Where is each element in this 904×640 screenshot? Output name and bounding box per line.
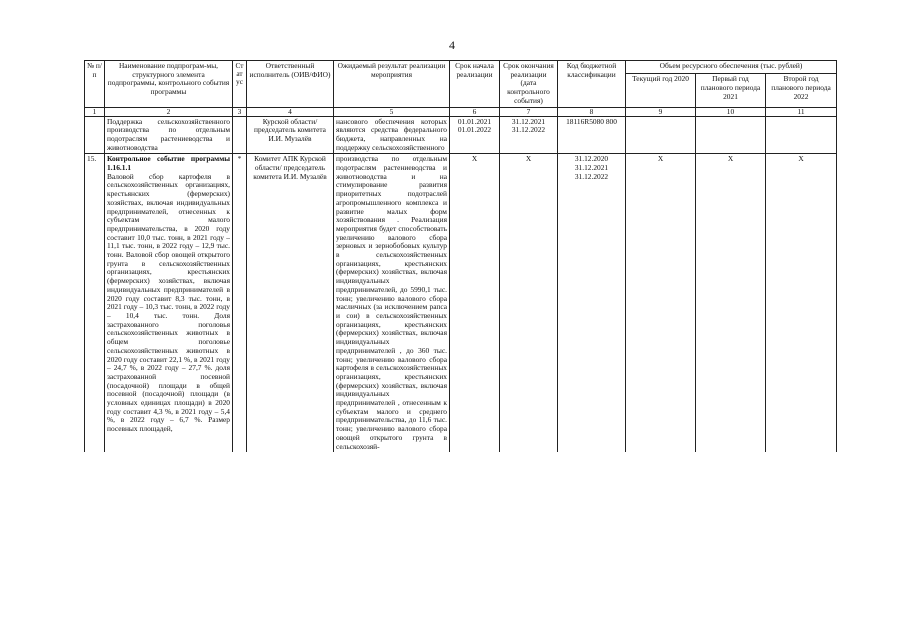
column-number: 4 (247, 107, 334, 116)
header-result: Ожидаемый результат реализации мероприятия (334, 61, 450, 108)
header-budget-code: Код бюджетной классификации (558, 61, 626, 108)
control-event-text: Валовой сбор картофеля в сельскохозяйственных организациях, крестьянских (фермерских) хозяйствах, включая индивидуальных предпринимателей, отнесенных к субъектам малого предпринимательства, в 2020 году составит 10,0 тыс. тонн, в 2021 году – 11,1 тыс. тонн, в 2022 году – 12,9 тыс. тонн. Валовой сбор овощей открытого грунта в сельскохозяйственных организациях, крестьянских (фермерских) хозяйствах, включая индивидуальных предпринимателей в 2020 году составит 8,3 тыс. тонн, в 2021 году – 10,3 тыс. тонн, в 2022 году – 10,4 тыс. тонн. Доля застрахованного поголовья сельскохозяйственных животных в общем поголовье сельскохозяйственных животных в 2020 году составит 22,1 %, в 2021 году – 24,7 %, в 2022 году – 27,7 %. доля застрахованной посевной (посадочной) площади в общей посевной (посадочной) площади (в условных единицах площади) в 2020 году составит 4,3 %, в 2021 году – 5,4 %, в 2022 году – 6,7 %. Размер посевных площадей, (107, 171, 230, 434)
column-number: 11 (766, 107, 837, 116)
cell-end: Х (500, 154, 558, 452)
control-date-2020: 31.12.2020 (574, 154, 609, 164)
header-executor: Ответственный исполнитель (ОИВ/ФИО) (247, 61, 334, 108)
cell-start: Х (450, 154, 500, 452)
control-event-title: Контрольное событие программы 1.16.1.1 (107, 154, 230, 173)
table-row-continued (85, 116, 837, 154)
cell-end (500, 116, 558, 154)
cell-budget-code: 18116R5080 800 (558, 116, 626, 154)
column-number: 6 (450, 107, 500, 116)
header-status (233, 61, 247, 108)
page-number: 4 (449, 38, 455, 52)
cell-first-year (696, 116, 766, 154)
column-number: 3 (233, 107, 247, 116)
table-row-15 (85, 154, 837, 452)
end-date-2021: 31.12.2021 (511, 116, 546, 126)
column-number: 8 (558, 107, 626, 116)
cell-name (105, 154, 233, 452)
cell-result: нансового обеспечения которых являются средства федерального бюджета, направленных на поддержку сельскохозяйственного (334, 116, 450, 154)
header-first-year: Первый год планового периода 2021 (696, 74, 766, 107)
cell-name: Поддержка сельскохозяйственного производства по отдельным подотраслям растениеводства и животноводства (105, 116, 233, 154)
cell-status (233, 116, 247, 154)
cell-executor: Курской области/ председатель комитета И.И. Музалёв (247, 116, 334, 154)
cell-current-year (626, 116, 696, 154)
header-start: Срок начала реализации (450, 61, 500, 108)
header-resources: Объем ресурсного обеспечения (тыс. рублей) (626, 61, 837, 74)
column-number: 10 (696, 107, 766, 116)
program-table (84, 60, 837, 452)
cell-current-year: Х (626, 154, 696, 452)
control-date-2021: 31.12.2021 (574, 163, 609, 173)
header-status-text: Статус (235, 61, 244, 87)
column-number: 5 (334, 107, 450, 116)
start-date-2021: 01.01.2021 (457, 116, 492, 126)
cell-start (450, 116, 500, 154)
header-current-year: Текущий год 2020 (626, 74, 696, 107)
column-number: 1 (85, 107, 105, 116)
control-date-2022: 31.12.2022 (574, 171, 609, 181)
start-date-2022: 01.01.2022 (457, 125, 492, 135)
cell-num (85, 116, 105, 154)
column-number: 9 (626, 107, 696, 116)
cell-second-year: Х (766, 154, 837, 452)
cell-status: * (233, 154, 247, 452)
cell-num: 15. (85, 154, 105, 452)
cell-budget-code (558, 154, 626, 452)
end-date-2022: 31.12.2022 (511, 125, 546, 135)
column-number: 7 (500, 107, 558, 116)
table-header-row (85, 61, 837, 74)
column-numbers-row (85, 107, 837, 116)
cell-second-year (766, 116, 837, 154)
header-end: Срок окончания реализации (дата контрольного события) (500, 61, 558, 108)
header-second-year: Второй год планового периода 2022 (766, 74, 837, 107)
header-num: № п/п (85, 61, 105, 108)
cell-executor: Комитет АПК Курской области/ председатель комитета И.И. Музалёв (247, 154, 334, 452)
column-number: 2 (105, 107, 233, 116)
cell-first-year: Х (696, 154, 766, 452)
cell-result: производства по отдельным подотраслям растениеводства и животноводства и на стимулирование развития приоритетных подотраслей агропромышленного комплекса и развитие малых форм хозяйствования . Реализация мероприятия будет способствовать увеличению валового сбора зерновых и зернобобовых культур в сельскохозяйственных организациях, крестьянских (фермерских) хозяйствах, включая индивидуальных предпринимателей, до 5990,1 тыс. тонн; увеличению валового сбора масличных (за исключением рапса и сои) в сельскохозяйственных организациях, крестьянских (фермерских) хозяйствах, включая индивидуальных предпринимателей , до 360 тыс. тонн; увеличению валового сбора картофеля в сельскохозяйственных организациях, крестьянских (фермерских) хозяйствах, включая индивидуальных предпринимателей , отнесенным к субъектам малого и среднего предпринимательства, до 11,6 тыс. тонн; увеличению валового сбора овощей открытого грунта в сельскохозяй- (334, 154, 450, 452)
header-name: Наименование подпрограм-мы, структурного элемента подпрограммы, контрольного события программы (105, 61, 233, 108)
